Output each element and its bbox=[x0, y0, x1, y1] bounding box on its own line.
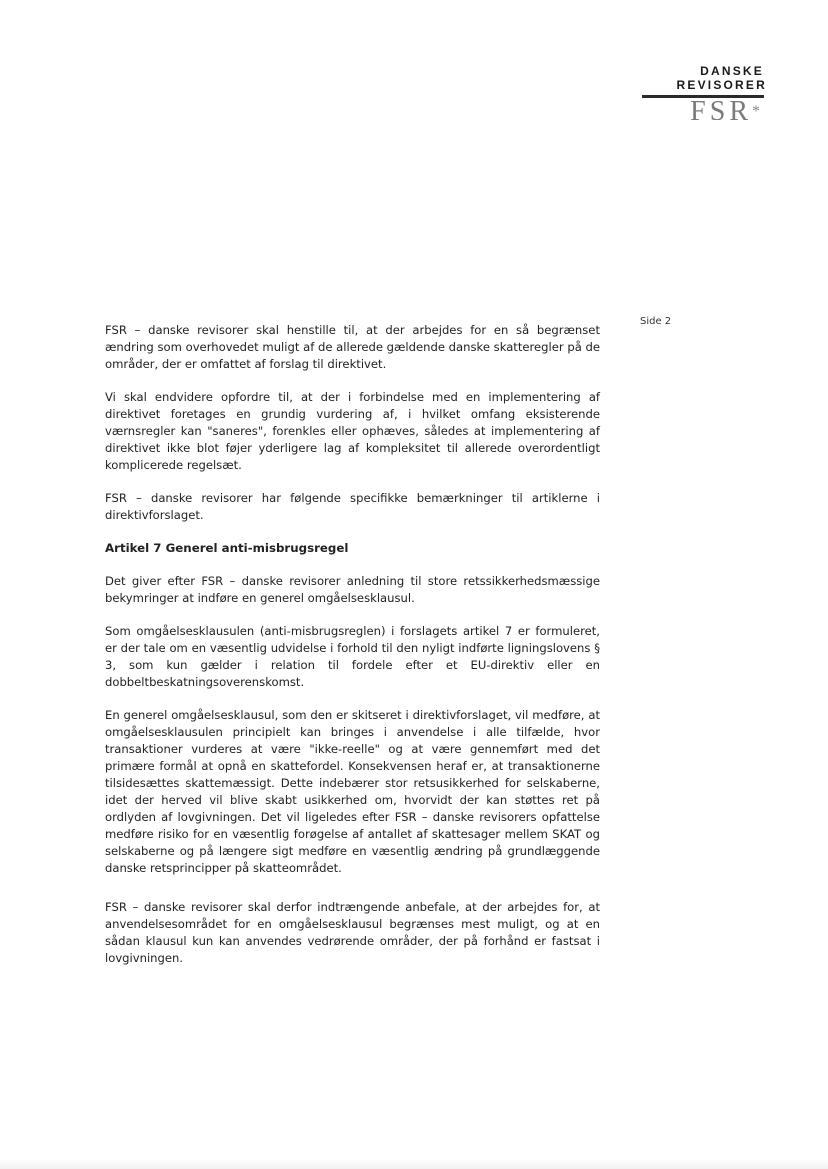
logo-mark-text: FSR bbox=[690, 98, 752, 120]
logo-mark bbox=[684, 98, 764, 120]
paragraph-2: Vi skal endvidere opfordre til, at der i forbindelse med en implementering af direktivet foretages en grundig vurdering af, i hvilket omfang eksisterende værnsregler kan "saneres", forenkles eller ophæves, således at implementering af direktivet ikke blot føjer yderligere lag af kompleksitet til allerede overordentligt komplicerede regelsæt. bbox=[105, 390, 600, 472]
document-body bbox=[105, 322, 600, 983]
page-number: Side 2 bbox=[640, 316, 672, 327]
paragraph-4: Det giver efter FSR – danske revisorer anledning til store retssikkerhedsmæssige bekymringer at indføre en generel omgåelsesklausul. bbox=[105, 574, 600, 605]
paragraph-1: FSR – danske revisorer skal henstille til, at der arbejdes for en så begrænset ændring som overhovedet muligt af de allerede gældende danske skatteregler på de områder, der er omfattet af forslag til direktivet. bbox=[105, 323, 600, 371]
section-heading: Artikel 7 Generel anti-misbrugsregel bbox=[105, 541, 349, 555]
paragraph-7: FSR – danske revisorer skal derfor indtrængende anbefale, at der arbejdes for, at anvendelsesområdet for en omgåelsesklausul begrænses mest muligt, og at en sådan klausul kun kan anvendes vedrørende områder, der på forhånd er fastsat i lovgivningen. bbox=[105, 900, 600, 965]
scan-edge bbox=[0, 1159, 828, 1169]
logo-line-danske: DANSKE bbox=[700, 64, 764, 78]
paragraph-6: En generel omgåelsesklausul, som den er skitseret i direktivforslaget, vil medføre, at omgåelsesklausulen principielt kan bringes i anvendelse i alle tilfælde, hvor transaktioner vurderes at være "ikke-reelle" og at være gennemført med det primære formål at opnå en skattefordel. Konsekvensen heraf er, at transaktionerne tilsidesættes skattemæssigt. Dette indebærer stor retsusikkerhed for selskaberne, idet der herved vil blive skabt usikkerhed om, hvorvidt der kan støttes ret på ordlyden af lovgivningen. Det vil ligeledes efter FSR – danske revisorers opfattelse medføre risiko for en væsentlig forøgelse af antallet af skattesager mellem SKAT og selskaberne og på længere sigt medføre en væsentlig ændring på grundlæggende danske retsprincipper på skatteområdet. bbox=[105, 708, 600, 875]
paragraph-3: FSR – danske revisorer har følgende specifikke bemærkninger til artiklerne i direktivforslaget. bbox=[105, 491, 600, 522]
paragraph-5: Som omgåelsesklausulen (anti-misbrugsreglen) i forslagets artikel 7 er formuleret, er der tale om en væsentlig udvidelse i forhold til den nyligt indførte ligningslovens § 3, som kun gælder i relation til fordele efter et EU-direktiv eller en dobbeltbeskatningsoverenskomst. bbox=[105, 624, 600, 689]
logo-line-revisorer: REVISORER bbox=[676, 78, 767, 92]
logo-star-icon: * bbox=[752, 103, 764, 120]
